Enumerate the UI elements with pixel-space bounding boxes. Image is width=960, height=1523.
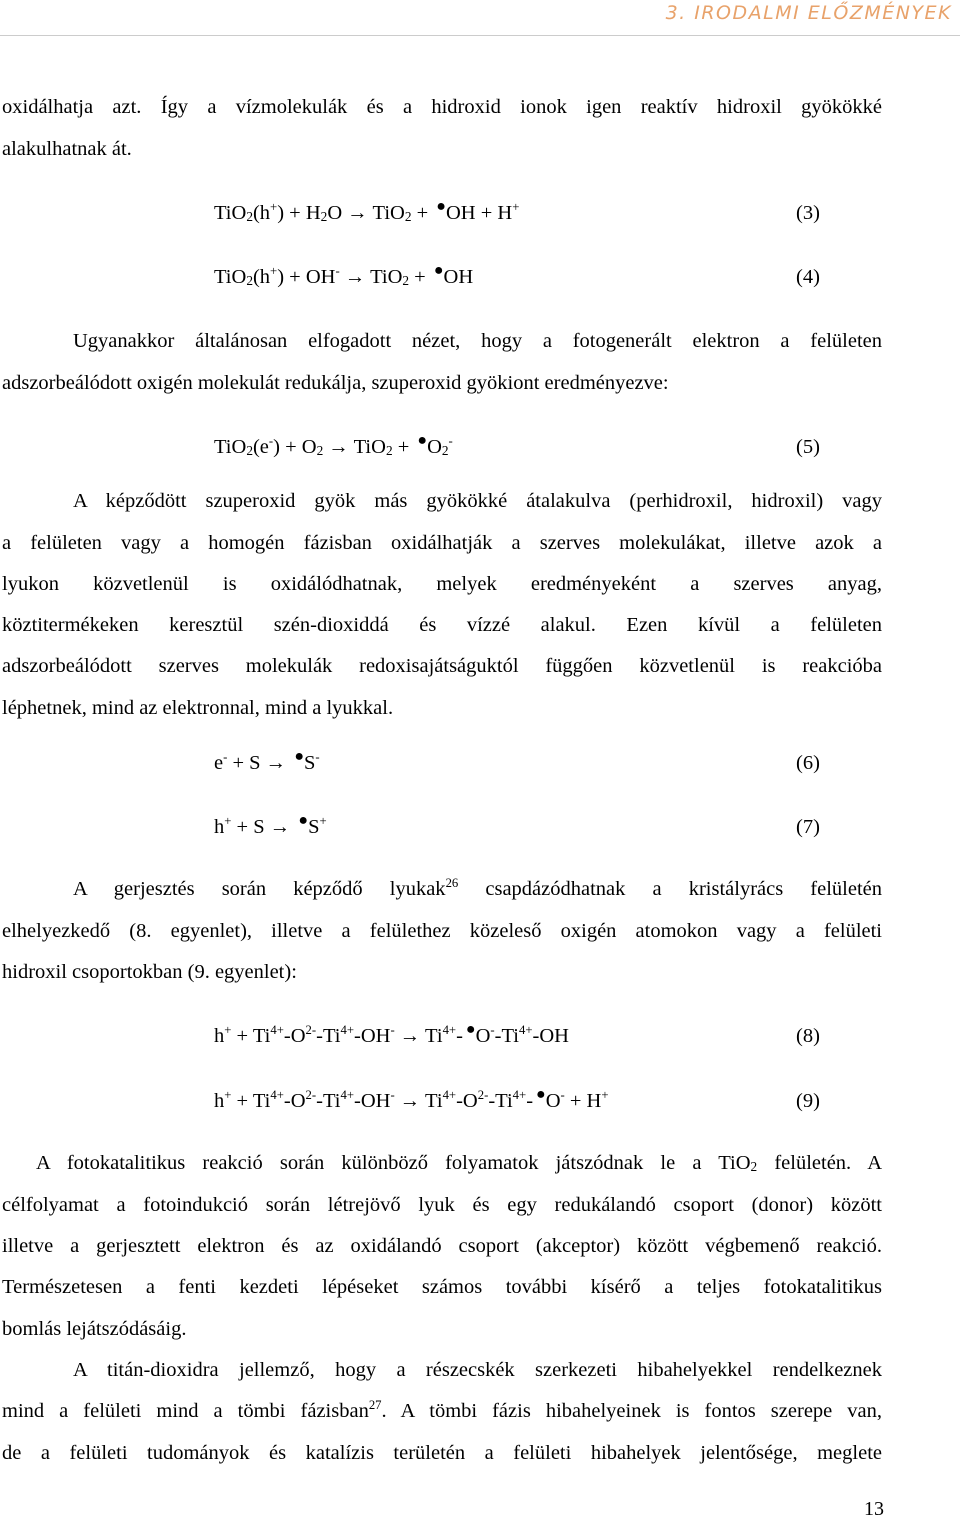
equation-number: (7) [796,816,820,838]
paragraph-line: léphetnek, mind az elektronnal, mind a lyukkal. [2,697,394,719]
paragraph-line: elhelyezkedő (8. egyenlet), illetve a felülethez közeleső oxigén atomokon vagy a felületi [2,920,882,942]
paragraph-line: adszorbeálódott oxigén molekulát redukálja, szuperoxid gyökiont eredményezve: [2,372,669,394]
equation-8: $h^+ + Ti^{4+}-O^{2-}-Ti^{4+}-OH^- \to Ti^{4+}-$ $^●O^--Ti^{4+}-OH$ [214,1021,569,1047]
paragraph-line: de a felületi tudományok és katalízis területén a felületi hibahelyek jelentősége, meglete [2,1442,882,1464]
text-run: A gerjesztés során képződő lyukak [73,878,446,900]
paragraph-line: köztitermékeken keresztül szén-dioxiddá és vízzé alakul. Ezen kívül a felületen [2,614,882,636]
paragraph-line: bomlás lejátszódásáig. [2,1318,187,1340]
header-divider [0,35,960,36]
paragraph-line: hidroxil csoportokban (9. egyenlet): [2,961,297,983]
equation-4: TiO$_2$(h+) + OH- → TiO$_2$ + ●OH [214,262,474,288]
equation-number: (3) [796,202,820,224]
paragraph-line: alakulhatnak át. [2,138,132,160]
equation-3: $TiO_2(h^+) + H_2O \to TiO_2 + ^●OH + H^+$ [214,198,520,224]
equation-number: (8) [796,1025,820,1047]
text-run: A fotokatalitikus reakció során különböző folyamatok játszódnak le a TiO [36,1152,751,1174]
chapter-header: 3. IRODALMI ELŐZMÉNYEK [665,2,952,24]
paragraph-line [2,878,882,901]
text-run: felületén. A [757,1152,883,1174]
paragraph-line: oxidálhatja azt. Így a vízmolekulák és a hidroxid ionok igen reaktív hidroxil gyökökké [2,96,882,118]
equation-6: e- + S → ●S- [214,748,320,774]
paragraph-line: a felületen vagy a homogén fázisban oxidálhatják a szerves molekulákat, illetve azok a [2,532,882,554]
reference-marker: 27 [368,1398,382,1413]
page-number: 13 [864,1498,884,1520]
paragraph-line: Természetesen a fenti kezdeti lépéseket számos további kísérő a teljes fotokatalitikus [2,1276,882,1298]
paragraph-line: lyukon közvetlenül is oxidálódhatnak, melyek eredményeként a szerves anyag, [2,573,882,595]
subscript: 2 [750,1158,758,1174]
paragraph-line [2,1152,882,1175]
reference-marker: 26 [445,876,459,891]
paragraph-line: adszorbeálódott szerves molekulák redoxisajátságuktól függően közvetlenül is reakcióba [2,655,882,677]
equation-number: (5) [796,436,820,458]
paragraph-line: illetve a gerjesztett elektron és az oxidálandó csoport (akceptor) között végbemenő reakció. [2,1235,882,1257]
paragraph-line [2,1400,882,1423]
equation-number: (6) [796,752,820,774]
paragraph-line: A képződött szuperoxid gyök más gyökökké átalakulva (perhidroxil, hidroxil) vagy [73,490,882,512]
equation-number: (9) [796,1090,820,1112]
equation-7: h+ + S → ●S+ [214,812,327,838]
equation-5: $TiO_2(e^-) + O_2 \to TiO_2 + ^●O_2^-$ [214,432,453,458]
equation-number: (4) [796,266,820,288]
equation-9: $h^+ + Ti^{4+}-O^{2-}-Ti^{4+}-OH^- \to Ti^{4+}-O^{2-}-Ti^{4+}-$ ●O- + H+ [214,1086,609,1112]
text-run: . A tömbi fázis hibahelyeinek is fontos szerepe van, [381,1400,883,1422]
paragraph-line: Ugyanakkor általánosan elfogadott nézet, hogy a fotogenerált elektron a felületen [73,330,882,352]
text-run: csapdázódhatnak a kristályrács felületén [485,878,883,900]
paragraph-line: célfolyamat a fotoindukció során létrejövő lyuk és egy redukálandó csoport (donor) között [2,1194,882,1216]
text-run: mind a felületi mind a tömbi fázisban [2,1400,369,1422]
paragraph-line: A titán-dioxidra jellemző, hogy a részecskék szerkezeti hibahelyekkel rendelkeznek [73,1359,882,1381]
